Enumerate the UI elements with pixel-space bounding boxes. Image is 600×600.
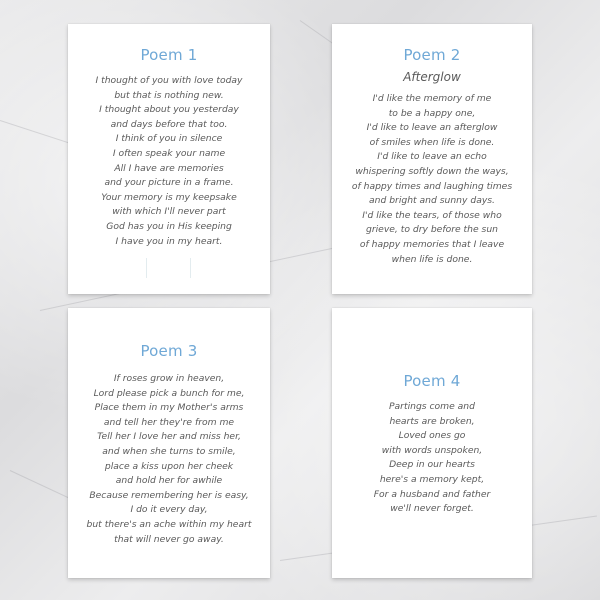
poem-line: when life is done. — [391, 253, 473, 265]
poem-line: Because remembering her is easy, — [89, 489, 249, 501]
poem-line: I'd like to leave an echo — [377, 151, 487, 163]
poem-line: Lord please pick a bunch for me, — [93, 387, 245, 399]
poem-line: I thought about you yesterday — [99, 104, 239, 116]
poem-line: Tell her I love her and miss her, — [97, 431, 241, 443]
poem-line: I'd like the memory of me — [372, 93, 492, 104]
poem-line: and hold her for awhile — [115, 475, 223, 487]
poem-line: here's a memory kept, — [379, 473, 485, 485]
poem-line: and your picture in a frame. — [104, 177, 234, 189]
poem-line: and when she turns to smile, — [102, 445, 236, 457]
poem-line: with which I'll never part — [112, 206, 226, 218]
poem-line: Place them in my Mother's arms — [94, 402, 244, 414]
faint-mark — [190, 258, 191, 278]
poem-line: that will never go away. — [114, 533, 224, 545]
poem-line: All I have are memories — [114, 162, 224, 174]
poem-line: I think of you in silence — [115, 133, 223, 145]
poem-title: Poem 3 — [140, 342, 198, 360]
poem-line: of happy times and laughing times — [351, 180, 513, 192]
poem-lines — [68, 74, 270, 249]
poem-line: I have you in my heart. — [115, 235, 223, 247]
poem-line: For a husband and father — [373, 488, 491, 500]
poem-line: and tell her they're from me — [103, 416, 235, 428]
poem-line: grieve, to dry before the sun — [366, 224, 498, 236]
poem-line: I often speak your name — [112, 147, 226, 159]
poem-line: I'd like to leave an afterglow — [366, 122, 498, 134]
poem-line: God has you in His keeping — [106, 220, 232, 232]
poem-line: If roses grow in heaven, — [113, 373, 225, 384]
poem-line: and bright and sunny days. — [369, 195, 495, 207]
poem-line: of happy memories that I leave — [359, 238, 505, 250]
poem-line: of smiles when life is done. — [369, 136, 495, 148]
poem-card-1 — [68, 24, 270, 294]
poem-line: but that is nothing new. — [114, 89, 224, 101]
poem-line: I thought of you with love today — [95, 75, 243, 86]
poem-line: Partings come and — [389, 401, 475, 412]
poem-line: place a kiss upon her cheek — [104, 460, 234, 472]
poem-line: hearts are broken, — [389, 415, 475, 427]
poem-line: I'd like the tears, of those who — [362, 209, 502, 221]
poem-line: we'll never forget. — [390, 503, 474, 515]
poem-line: whispering softly down the ways, — [355, 165, 509, 177]
faint-mark — [146, 258, 147, 278]
poem-title: Poem 1 — [140, 46, 198, 64]
poem-line: Your memory is my keepsake — [101, 191, 237, 203]
poem-line: but there's an ache within my heart — [86, 518, 252, 530]
poem-card-4 — [332, 308, 532, 578]
poem-lines — [332, 400, 532, 517]
poem-card-2 — [332, 24, 532, 294]
poem-lines — [68, 372, 270, 547]
poem-line: to be a happy one, — [388, 107, 476, 119]
poem-lines — [332, 92, 532, 267]
poem-subtitle: Afterglow — [403, 70, 461, 84]
poem-title: Poem 4 — [403, 372, 461, 390]
poem-line: I do it every day, — [130, 504, 208, 516]
poem-title: Poem 2 — [403, 46, 461, 64]
poem-line: and days before that too. — [110, 118, 228, 130]
poem-card-3 — [68, 308, 270, 578]
poem-line: with words unspoken, — [381, 444, 483, 456]
poem-line: Loved ones go — [398, 430, 466, 442]
poem-line: Deep in our hearts — [389, 459, 475, 471]
